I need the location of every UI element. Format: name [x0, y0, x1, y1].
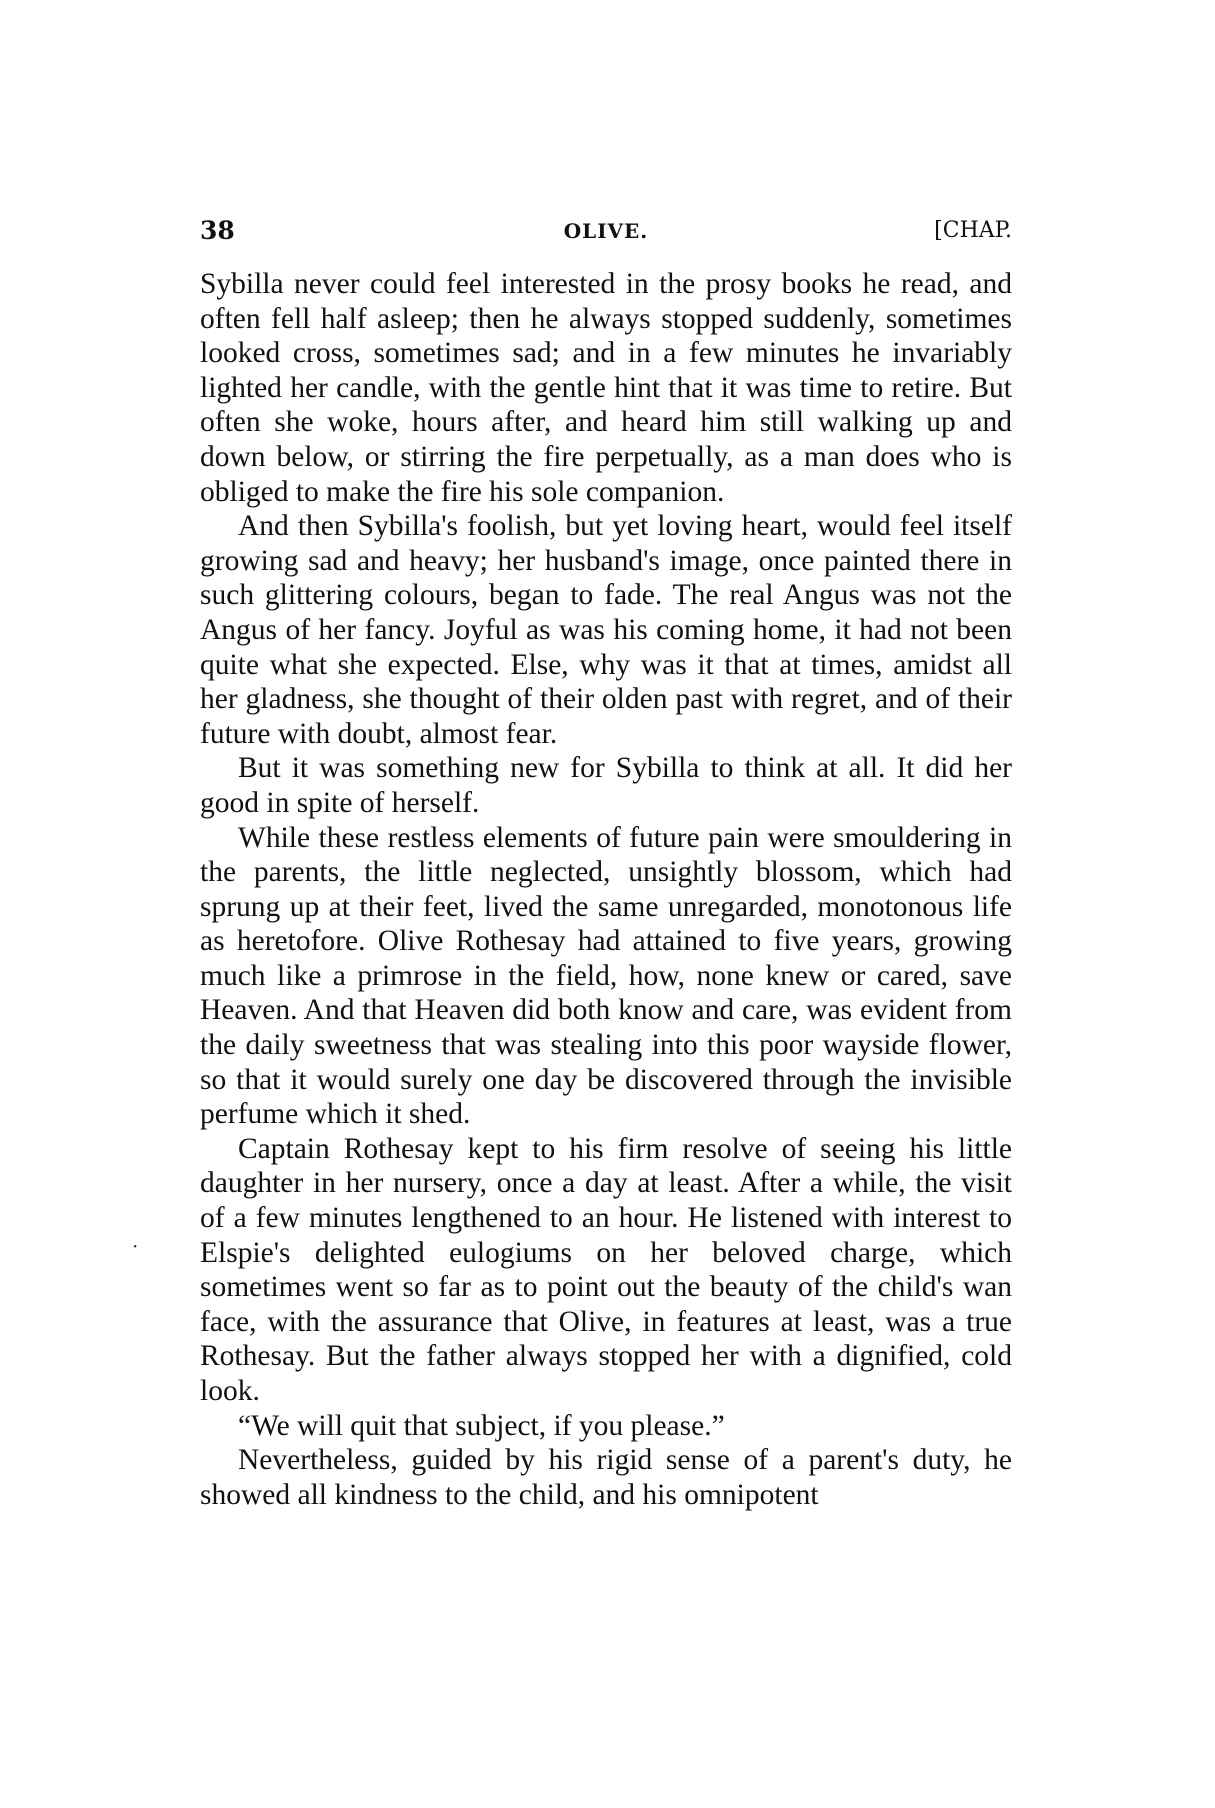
- paragraph: Nevertheless, guided by his rigid sense of a parent's duty, he showed all kindness to the child, and his omnipotent: [200, 1444, 1012, 1511]
- body-text: [200, 267, 1012, 1512]
- running-head: [200, 213, 1012, 249]
- running-title: OLIVE.: [563, 219, 649, 243]
- margin-dot-mark: ·: [132, 1234, 139, 1258]
- paragraph: And then Sybilla's foolish, but yet loving heart, would feel itself growing sad and heavy; her husband's image, once painted there in such glittering colours, began to fade. The real Angus was not the Angus of her fancy. Joyful as was his coming home, it had not been quite what she expected. Else, why was it that at times, amidst all her gladness, she thought of their olden past with regret, and of their future with doubt, almost fear.: [200, 510, 1012, 750]
- paragraph: While these restless elements of future pain were smouldering in the parents, the little neglected, unsightly blossom, which had sprung up at their feet, lived the same unregarded, monotonous life as heretofore. Olive Rothesay had attained to five years, growing much like a primrose in the field, how, none knew or cared, save Heaven. And that Heaven did both know and care, was evident from the daily sweetness that was stealing into this poor wayside flower, so that it would surely one day be discovered through the invisible perfume which it shed.: [200, 821, 1012, 1131]
- paragraph: Sybilla never could feel interested in the prosy books he read, and often fell half asleep; then he always stopped suddenly, sometimes looked cross, sometimes sad; and in a few minutes he invariably lighted her candle, with the gentle hint that it was time to retire. But often she woke, hours after, and heard him still walking up and down below, or stirring the fire perpetually, as a man does who is obliged to make the fire his sole companion.: [200, 268, 1012, 508]
- paragraph: Captain Rothesay kept to his firm resolve of seeing his little daughter in her nursery, once a day at least. After a while, the visit of a few minutes lengthened to an hour. He listened with interest to Elspie's delighted eulogiums on her beloved charge, which sometimes went so far as to point out the beauty of the child's wan face, with the assurance that Olive, in features at least, was a true Rothesay. But the father always stopped her with a dignified, cold look.: [200, 1132, 1012, 1407]
- page-number: 38: [200, 216, 235, 245]
- book-page: [200, 213, 1012, 1512]
- chapter-label: [CHAP.: [934, 218, 1012, 243]
- paragraph: But it was something new for Sybilla to think at all. It did her good in spite of herself.: [200, 752, 1012, 819]
- paragraph: “We will quit that subject, if you please.”: [238, 1409, 725, 1442]
